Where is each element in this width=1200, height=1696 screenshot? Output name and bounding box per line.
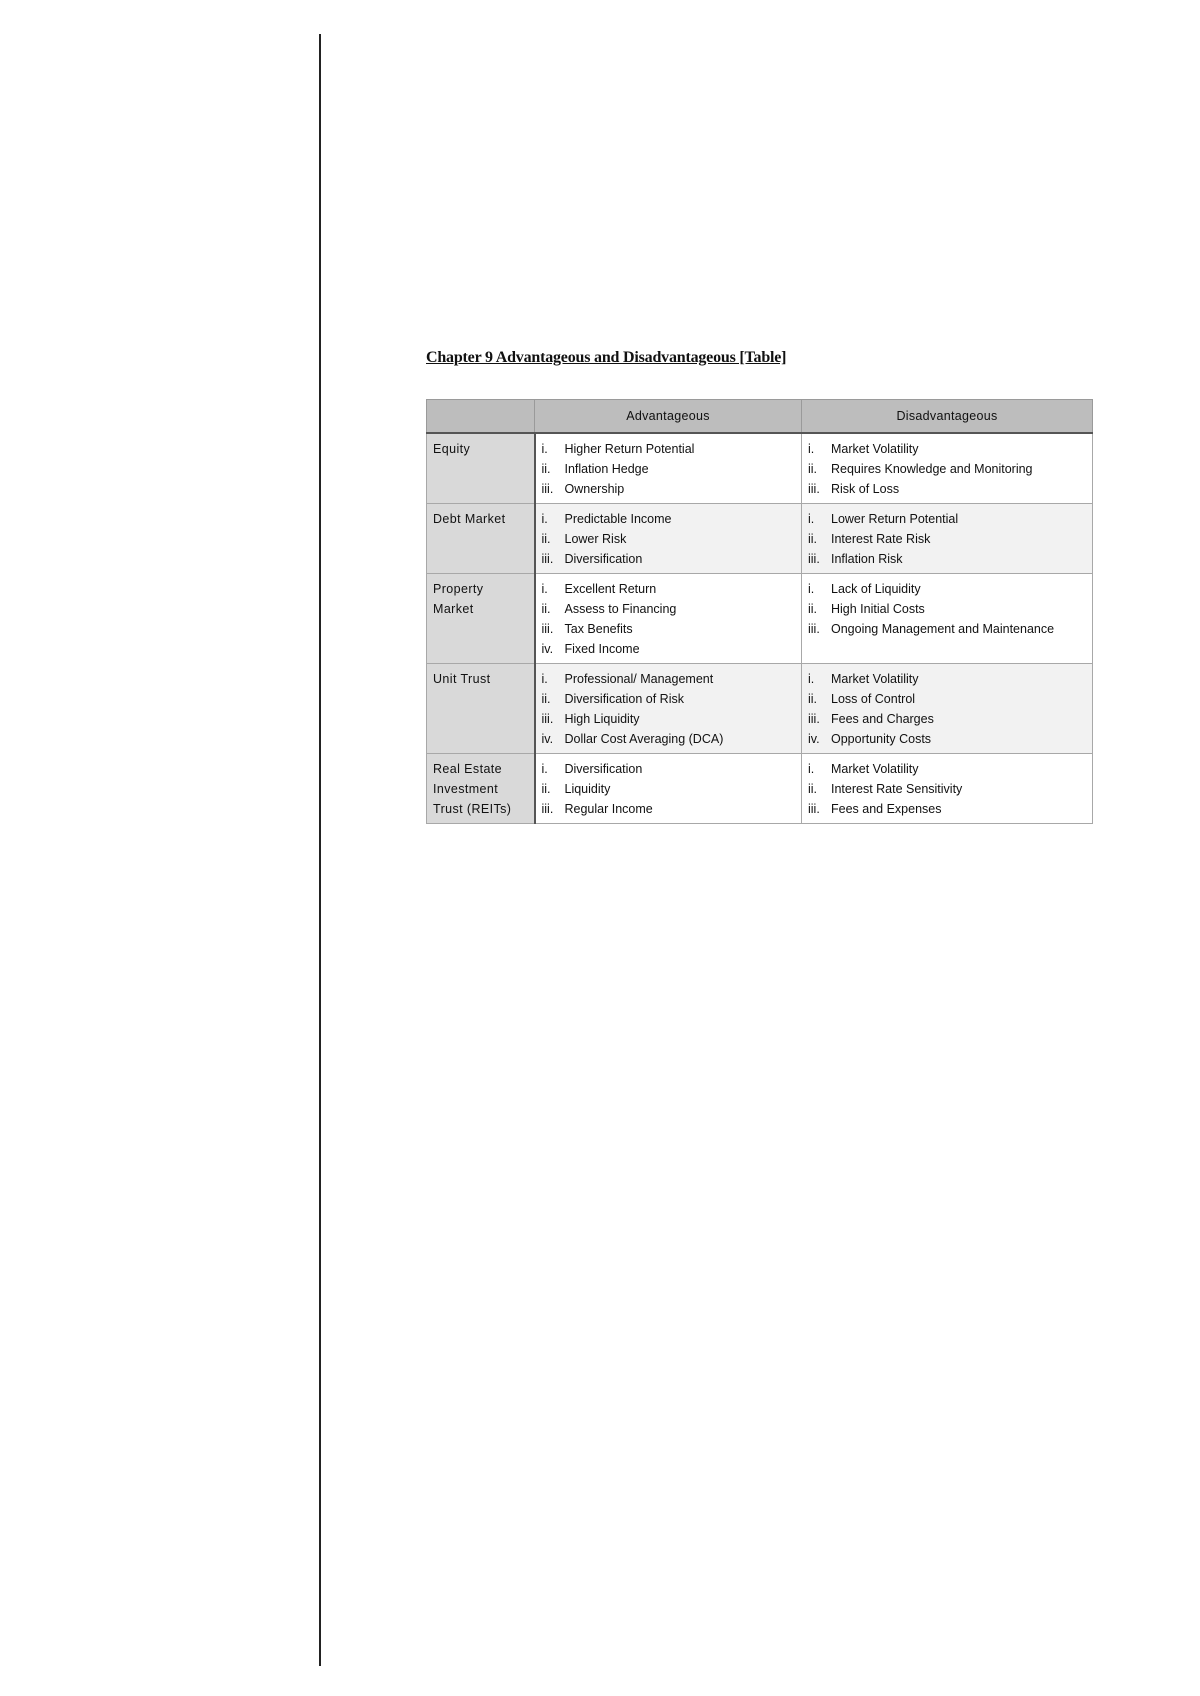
row-category-cell: Debt Market	[427, 504, 535, 574]
disadvantageous-cell	[802, 574, 1093, 664]
list-item-text: Lower Return Potential	[831, 512, 959, 526]
advantageous-cell	[535, 574, 802, 664]
list-item	[542, 689, 796, 709]
header-advantageous: Advantageous	[535, 400, 802, 434]
list-item	[808, 799, 1086, 819]
table-row	[427, 574, 1093, 664]
list-item-text: Ongoing Management and Maintenance	[831, 622, 1055, 636]
list-item	[808, 529, 1086, 549]
row-category-cell: Unit Trust	[427, 664, 535, 754]
row-category-cell: Property Market	[427, 574, 535, 664]
list-item	[542, 439, 796, 459]
list-item	[808, 509, 1086, 529]
list-item-text: High Initial Costs	[831, 602, 925, 616]
list-item-text: High Liquidity	[564, 712, 640, 726]
list-item-text: Lack of Liquidity	[831, 582, 921, 596]
list-item-number: iii.	[541, 622, 554, 636]
list-item-text: Market Volatility	[831, 442, 919, 456]
list-item	[808, 709, 1086, 729]
list-item-text: Diversification	[564, 552, 643, 566]
list-item-number: ii.	[808, 462, 818, 476]
list-item	[808, 579, 1086, 599]
list-item	[808, 779, 1086, 799]
list-item-number: iii.	[808, 712, 820, 726]
list-item-number: i.	[541, 762, 548, 776]
row-category-cell: Equity	[427, 433, 535, 504]
list-item-number: iv.	[541, 642, 554, 656]
list-item	[542, 599, 796, 619]
list-item-number: iii.	[808, 552, 820, 566]
list-item-text: Higher Return Potential	[564, 442, 695, 456]
list-item-text: Opportunity Costs	[831, 732, 932, 746]
list-item-number: ii.	[541, 602, 551, 616]
table-row	[427, 754, 1093, 824]
list-item	[808, 599, 1086, 619]
list-item	[808, 669, 1086, 689]
advantageous-cell	[535, 433, 802, 504]
list-item	[808, 689, 1086, 709]
list-item	[542, 779, 796, 799]
list-item-number: i.	[541, 582, 548, 596]
list-item-number: i.	[808, 442, 815, 456]
list-item	[542, 509, 796, 529]
list-item-text: Fixed Income	[564, 642, 640, 656]
list-item-text: Liquidity	[564, 782, 611, 796]
list-item-text: Loss of Control	[831, 692, 916, 706]
table-row	[427, 504, 1093, 574]
page-margin-rule	[319, 34, 321, 1666]
list-item-text: Tax Benefits	[564, 622, 633, 636]
list-item-text: Inflation Hedge	[564, 462, 649, 476]
list-item-number: i.	[541, 512, 548, 526]
list-item-text: Ownership	[564, 482, 625, 496]
header-disadvantageous: Disadvantageous	[802, 400, 1093, 434]
list-item	[808, 759, 1086, 779]
list-item-number: ii.	[541, 692, 551, 706]
list-item-number: i.	[541, 672, 548, 686]
list-item	[808, 479, 1086, 499]
list-item	[542, 669, 796, 689]
list-item	[542, 479, 796, 499]
list-item-number: ii.	[808, 602, 818, 616]
list-item-number: iv.	[808, 732, 820, 746]
list-item-number: ii.	[808, 692, 818, 706]
list-item	[542, 579, 796, 599]
list-item-number: iii.	[541, 802, 554, 816]
disadvantageous-cell	[802, 664, 1093, 754]
list-item-number: i.	[808, 582, 815, 596]
list-item-text: Assess to Financing	[564, 602, 677, 616]
advantageous-cell	[535, 504, 802, 574]
list-item-text: Professional/ Management	[564, 672, 714, 686]
list-item-number: iii.	[541, 712, 554, 726]
advantageous-cell	[535, 754, 802, 824]
list-item-text: Excellent Return	[564, 582, 657, 596]
row-category-cell: Real Estate Investment Trust (REITs)	[427, 754, 535, 824]
list-item-text: Fees and Expenses	[831, 802, 942, 816]
list-item-text: Requires Knowledge and Monitoring	[831, 462, 1033, 476]
list-item-number: iv.	[541, 732, 554, 746]
list-item-number: i.	[541, 442, 548, 456]
list-item-text: Regular Income	[564, 802, 653, 816]
list-item-text: Dollar Cost Averaging (DCA)	[564, 732, 724, 746]
list-item-text: Diversification	[564, 762, 643, 776]
list-item-text: Predictable Income	[564, 512, 672, 526]
table-body	[427, 433, 1093, 824]
list-item-text: Diversification of Risk	[564, 692, 684, 706]
list-item-number: ii.	[541, 782, 551, 796]
list-item	[542, 459, 796, 479]
list-item-text: Market Volatility	[831, 762, 919, 776]
disadvantageous-cell	[802, 504, 1093, 574]
list-item	[808, 459, 1086, 479]
list-item-number: iii.	[808, 622, 820, 636]
disadvantageous-cell	[802, 754, 1093, 824]
list-item-number: ii.	[541, 532, 551, 546]
header-corner	[427, 400, 535, 434]
list-item-text: Interest Rate Risk	[831, 532, 931, 546]
list-item-number: iii.	[808, 482, 820, 496]
disadvantageous-cell	[802, 433, 1093, 504]
list-item	[542, 619, 796, 639]
list-item	[808, 439, 1086, 459]
list-item-number: i.	[808, 672, 815, 686]
list-item	[542, 549, 796, 569]
list-item-number: ii.	[808, 782, 818, 796]
list-item-text: Interest Rate Sensitivity	[831, 782, 963, 796]
list-item	[542, 799, 796, 819]
table-row	[427, 664, 1093, 754]
list-item-text: Inflation Risk	[831, 552, 903, 566]
list-item	[542, 729, 796, 749]
list-item	[808, 549, 1086, 569]
list-item-text: Market Volatility	[831, 672, 919, 686]
list-item	[808, 729, 1086, 749]
list-item-text: Fees and Charges	[831, 712, 934, 726]
list-item	[542, 639, 796, 659]
list-item	[808, 619, 1086, 639]
advantage-table	[426, 399, 1093, 824]
list-item-number: iii.	[541, 482, 554, 496]
list-item	[542, 529, 796, 549]
document-title: Chapter 9 Advantageous and Disadvantageous [Table]	[426, 349, 787, 366]
advantageous-cell	[535, 664, 802, 754]
list-item	[542, 709, 796, 729]
list-item-number: i.	[808, 512, 815, 526]
list-item-text: Risk of Loss	[831, 482, 900, 496]
list-item-number: ii.	[808, 532, 818, 546]
list-item-number: ii.	[541, 462, 551, 476]
list-item-text: Lower Risk	[564, 532, 627, 546]
table-header-row	[427, 400, 1093, 434]
table-row	[427, 433, 1093, 504]
list-item-number: iii.	[808, 802, 820, 816]
list-item	[542, 759, 796, 779]
list-item-number: iii.	[541, 552, 554, 566]
list-item-number: i.	[808, 762, 815, 776]
